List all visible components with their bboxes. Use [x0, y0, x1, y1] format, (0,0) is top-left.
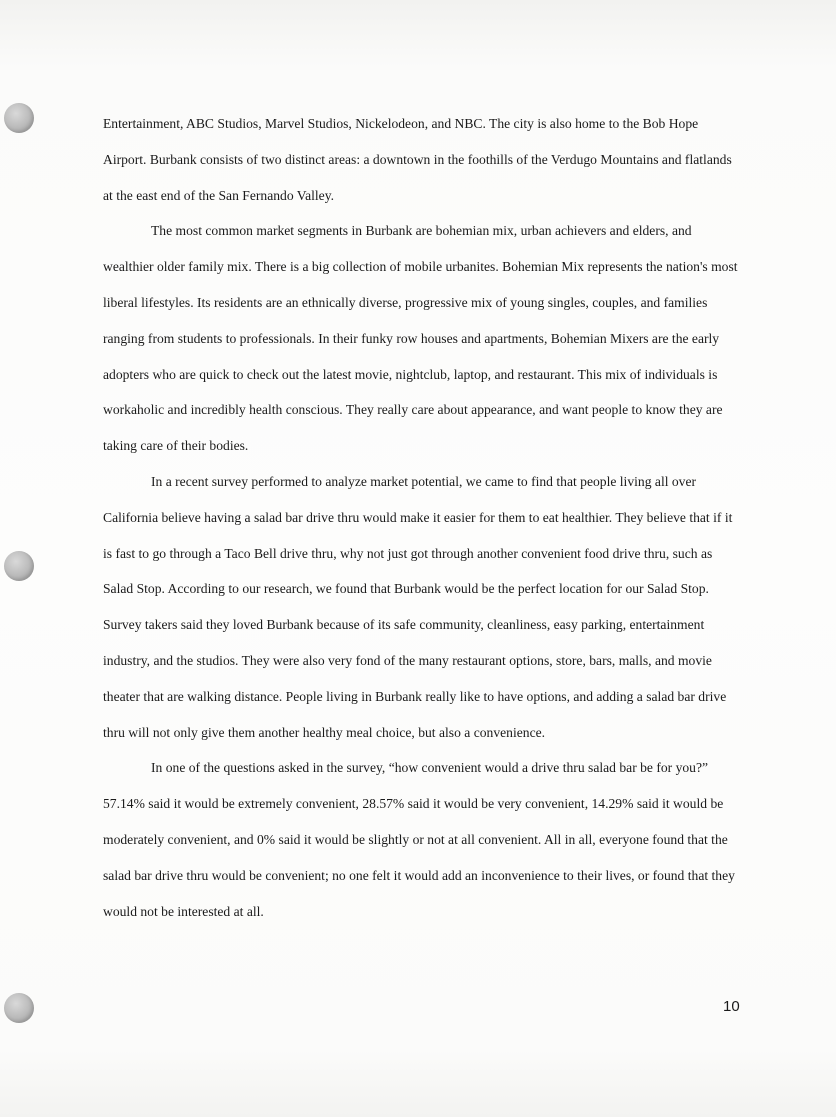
paragraph-1: Entertainment, ABC Studios, Marvel Studios, Nickelodeon, and NBC. The city is also home to the Bob Hope Airport. Burbank consists of two distinct areas: a downtown in the foothills of the Verdugo Mountains and flatlands at the east end of the San Fernando Valley. [103, 116, 732, 203]
punch-hole-top [4, 103, 34, 133]
page-number: 10 [723, 998, 740, 1015]
paragraph-4: In one of the questions asked in the survey, “how convenient would a drive thru salad bar be for you?” 57.14% said it would be extremely convenient, 28.57% said it would be very convenient, 14.29% said it would be moderately convenient, and 0% said it would be slightly or not at all convenient. All in all, everyone found that the salad bar drive thru would be convenient; no one felt it would add an inconvenience to their lives, or found that they would not be interested at all. [103, 760, 735, 919]
punch-hole-middle [4, 551, 34, 581]
paragraph-2: The most common market segments in Burbank are bohemian mix, urban achievers and elders, and wealthier older family mix. There is a big collection of mobile urbanites. Bohemian Mix represents the nation's most liberal lifestyles. Its residents are an ethnically diverse, progressive mix of young singles, couples, and families ranging from students to professionals. In their funky row houses and apartments, Bohemian Mixers are the early adopters who are quick to check out the latest movie, nightclub, laptop, and restaurant. This mix of individuals is workaholic and incredibly health conscious. They really care about appearance, and want people to know they are taking care of their bodies. [103, 223, 738, 454]
punch-hole-bottom [4, 993, 34, 1023]
paragraph-3: In a recent survey performed to analyze market potential, we came to find that people living all over California believe having a salad bar drive thru would make it easier for them to eat healthier. They believe that if it is fast to go through a Taco Bell drive thru, why not just got through another convenient food drive thru, such as Salad Stop. According to our research, we found that Burbank would be the perfect location for our Salad Stop. Survey takers said they loved Burbank because of its safe community, cleanliness, easy parking, entertainment industry, and the studios. They were also very fond of the many restaurant options, store, bars, malls, and movie theater that are walking distance. People living in Burbank really like to have options, and adding a salad bar drive thru will not only give them another healthy meal choice, but also a convenience. [103, 473, 733, 740]
body-text [103, 106, 743, 929]
